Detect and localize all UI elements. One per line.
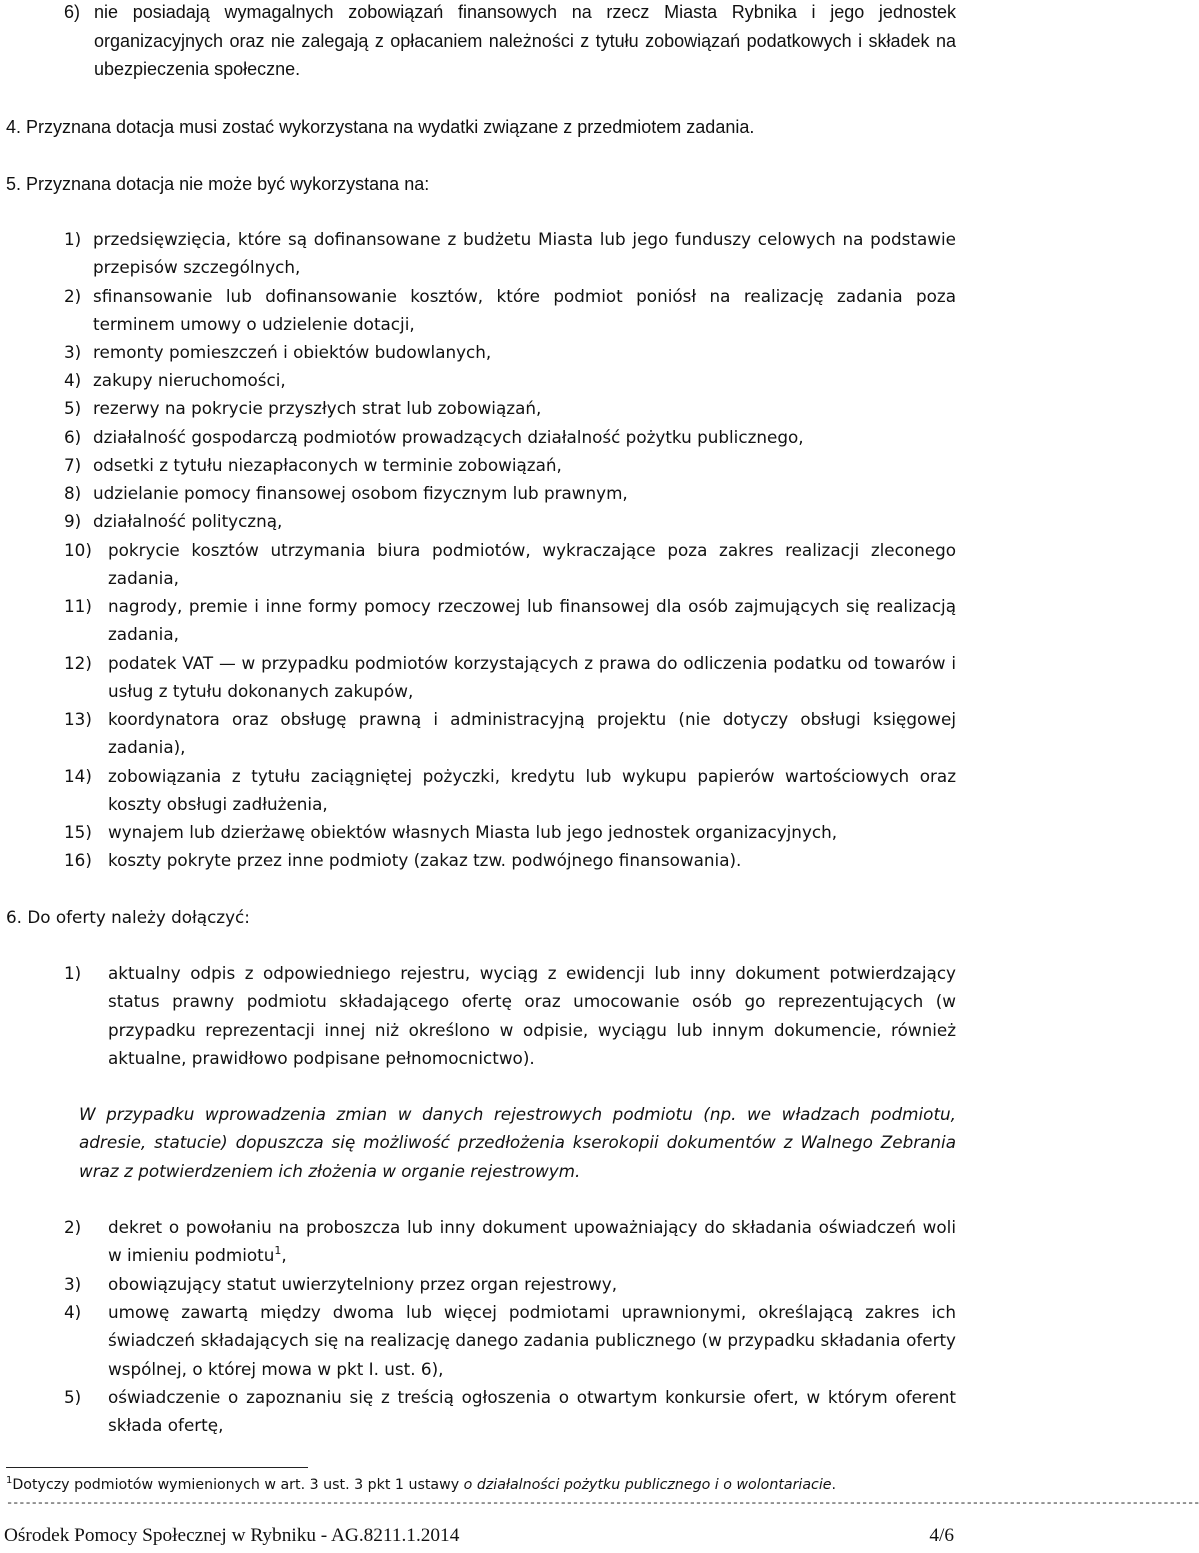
footnote-act-title: o działalności pożytku publicznego i o wolontariacie [463, 1477, 832, 1493]
item-number: 2) [64, 1217, 82, 1237]
item-text: obowiązujący statut uwierzytelniony przez organ rejestrowy, [108, 1274, 618, 1294]
section-5-item-4 [64, 366, 956, 394]
item-number: 1) [64, 963, 82, 983]
item-number: 6) [64, 427, 82, 447]
section-5-item-15 [64, 818, 956, 846]
section-6-item-4 [64, 1298, 956, 1383]
section-5-item-1 [64, 225, 956, 282]
item-number: 6) [64, 2, 81, 22]
item-text: przedsięwzięcia, które są dofinansowane z budżetu Miasta lub jego funduszy celowych na podstawie przepisów szczególnych, [93, 229, 956, 278]
section-5-item-3 [64, 338, 956, 366]
item-text: działalność gospodarczą podmiotów prowadzących działalność pożytku publicznego, [93, 427, 804, 447]
item-2-comma: , [281, 1245, 287, 1266]
item-text: aktualny odpis z odpowiedniego rejestru, wyciąg z ewidencji lub inny dokument potwierdzający status prawny podmiotu składającego ofertę oraz umocowanie osób go reprezentujących (w przypadku reprezentacji innej niż określono w odpisie, wyciągu lub innym dokumencie, również aktualne, prawidłowo podpisane pełnomocnictwo). [108, 963, 956, 1068]
item-number: 2) [64, 286, 82, 306]
section-5-item-16 [64, 846, 956, 874]
item-text: nagrody, premie i inne formy pomocy rzeczowej lub finansowej dla osób zajmujących się realizacją zadania, [108, 596, 956, 645]
footnote-text: Dotyczy podmiotów wymienionych w art. 3 ust. 3 pkt 1 ustawy [12, 1477, 464, 1493]
section-6-item-1 [64, 959, 956, 1072]
section-6-heading: 6. Do oferty należy dołączyć: [6, 907, 250, 927]
section-5-item-9 [64, 507, 956, 535]
item-number: 7) [64, 455, 82, 475]
item-text: umowę zawartą między dwoma lub więcej podmiotami uprawnionymi, określającą zakres ich świadczeń składających się na realizację danego zadania publicznego (w przypadku składania oferty wspólnej, o której mowa w pkt I. ust. 6), [108, 1302, 956, 1379]
section-4: 4. Przyznana dotacja musi zostać wykorzystana na wydatki związane z przedmiotem zadania. [6, 117, 755, 137]
item-number: 3) [64, 1274, 82, 1294]
item-text: rezerwy na pokrycie przyszłych strat lub zobowiązań, [93, 398, 542, 418]
item-text: oświadczenie o zapoznaniu się z treścią ogłoszenia o otwartym konkursie ofert, w którym oferent składa ofertę, [108, 1387, 956, 1436]
item-number: 5) [64, 1387, 82, 1407]
footnote-reference: 1 [274, 1244, 282, 1258]
p6-continuation [64, 0, 956, 84]
item-number: 10) [64, 540, 92, 560]
section-5-heading: 5. Przyznana dotacja nie może być wykorzystana na: [6, 174, 430, 194]
item-number: 15) [64, 822, 92, 842]
section-5-item-10 [64, 536, 956, 593]
section-5-item-13 [64, 705, 956, 762]
item-number: 3) [64, 342, 82, 362]
footer-organization: Ośrodek Pomocy Społecznej w Rybniku - AG.8211.1.2014 [4, 1525, 460, 1546]
footer-dashed-rule: -------------------------------------------------------------------------------------------------------------------------------------------------------------------------------------------------- [6, 1496, 1199, 1510]
item-number: 16) [64, 850, 92, 870]
item-number: 1) [64, 229, 82, 249]
section-5-item-14 [64, 762, 956, 819]
section-6-item-2 [64, 1213, 956, 1270]
item-text: pokrycie kosztów utrzymania biura podmiotów, wykraczające poza zakres realizacji zleconego zadania, [108, 540, 956, 589]
item-number: 5) [64, 398, 82, 418]
item-number: 13) [64, 709, 92, 729]
section-5-item-5 [64, 394, 956, 422]
item-text: sfinansowanie lub dofinansowanie kosztów, które podmiot poniósł na realizację zadania poza terminem umowy o udzielenie dotacji, [93, 286, 956, 335]
section-5-item-7 [64, 451, 956, 479]
section-5-item-6 [64, 423, 956, 451]
item-text [108, 1213, 956, 1270]
item-text: remonty pomieszczeń i obiektów budowlanych, [93, 342, 492, 362]
item-text: działalność polityczną, [93, 511, 283, 531]
item-text: zakupy nieruchomości, [93, 370, 286, 390]
section-5-item-2 [64, 282, 956, 339]
section-5-item-12 [64, 649, 956, 706]
item-text: koordynatora oraz obsługę prawną i administracyjną projektu (nie dotyczy obsługi księgowej zadania), [108, 709, 956, 758]
item-number: 11) [64, 596, 92, 616]
footnote-mark: 1 [6, 1475, 13, 1486]
footnote [6, 1474, 836, 1496]
item-text: wynajem lub dzierżawę obiektów własnych Miasta lub jego jednostek organizacyjnych, [108, 822, 838, 842]
item-text: podatek VAT — w przypadku podmiotów korzystających z prawa do odliczenia podatku od towarów i usług z tytułu dokonanych zakupów, [108, 653, 956, 702]
item-text: udzielanie pomocy finansowej osobom fizycznym lub prawnym, [93, 483, 628, 503]
section-5-item-8 [64, 479, 956, 507]
item-text: koszty pokryte przez inne podmioty (zakaz tzw. podwójnego finansowania). [108, 850, 742, 870]
registry-change-note: W przypadku wprowadzenia zmian w danych rejestrowych podmiotu (np. we władzach podmiotu, adresie, statucie) dopuszcza się możliwość przedłożenia kserokopii dokumentów z Walnego Zebrania wraz z potwierdzeniem ich złożenia w organie rejestrowym. [79, 1104, 956, 1181]
item-number: 12) [64, 653, 92, 673]
item-text: zobowiązania z tytułu zaciągniętej pożyczki, kredytu lub wykupu papierów wartościowych oraz koszty obsługi zadłużenia, [108, 766, 956, 815]
section-5-item-11 [64, 592, 956, 649]
item-number: 9) [64, 511, 82, 531]
section-6-item-3 [64, 1270, 956, 1298]
page-number: 4/6 [929, 1525, 954, 1546]
item-number: 4) [64, 1302, 82, 1322]
footnote-separator [6, 1467, 308, 1468]
item-text: nie posiadają wymagalnych zobowiązań finansowych na rzecz Miasta Rybnika i jego jednostek organizacyjnych oraz nie zalegają z opłacaniem należności z tytułu zobowiązań podatkowych i składek na ubezpieczenia społeczne. [94, 2, 956, 79]
item-number: 14) [64, 766, 92, 786]
item-number: 4) [64, 370, 82, 390]
item-number: 8) [64, 483, 82, 503]
item-text: odsetki z tytułu niezapłaconych w terminie zobowiązań, [93, 455, 562, 475]
section-6-item-5 [64, 1383, 956, 1440]
item-2-text: dekret o powołaniu na proboszcza lub inny dokument upoważniający do składania oświadczeń woli w imieniu podmiotu [108, 1217, 956, 1266]
footnote-end: . [831, 1477, 837, 1493]
